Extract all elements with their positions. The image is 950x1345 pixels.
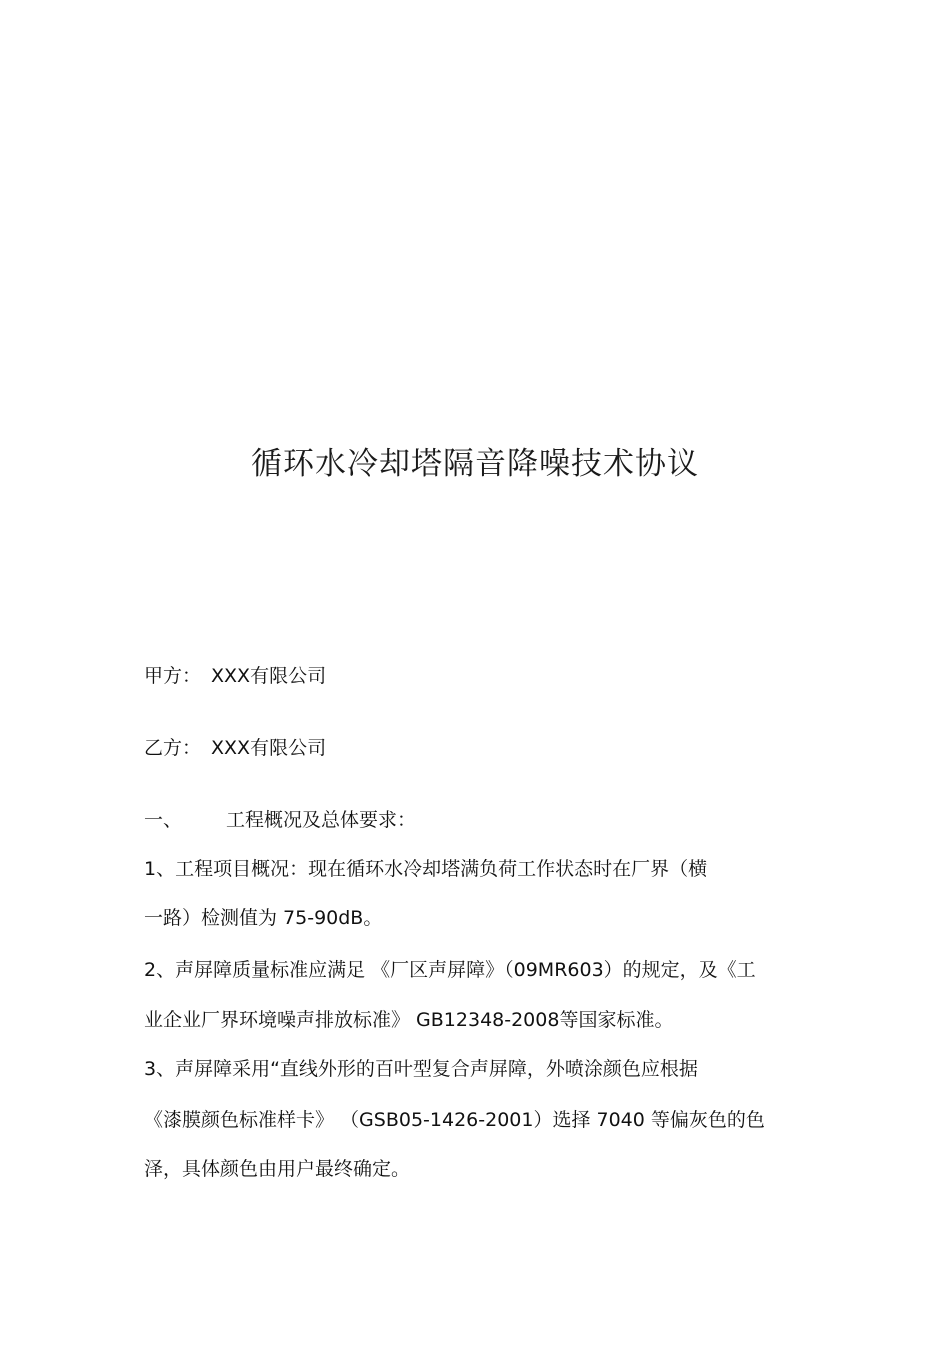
party-b-line [144,734,326,762]
party-b-label: 乙方： [144,737,202,759]
party-a-label: 甲方： [144,665,202,687]
body-line-4: 业企业厂界环境噪声排放标准》 GB12348-2008等国家标准。 [144,1009,674,1031]
section-title: 工程概况及总体要求： [226,809,417,831]
document-title: 循环水冷却塔隔音降噪技术协议 [251,446,699,482]
body-line-7: 泽，具体颜色由用户最终确定。 [144,1158,411,1180]
party-a-value: XXX有限公司 [211,665,327,687]
body-line-6: 《漆膜颜色标准样卡》 （GSB05-1426-2001）选择 7040 等偏灰色的色 [144,1109,765,1131]
body-line-5: 3、声屏障采用“直线外形的百叶型复合声屏障，外喷涂颜色应根据 [144,1058,698,1080]
body-line-3: 2、声屏障质量标准应满足 《厂区声屏障》（09MR603）的规定，及《工 [144,959,756,981]
party-b-value: XXX有限公司 [211,737,327,759]
body-line-1: 1、工程项目概况：现在循环水冷却塔满负荷工作状态时在厂界（横 [144,858,708,880]
section-number: 一、 [144,809,183,831]
party-a-line [144,662,326,690]
section-heading [144,806,416,834]
body-line-2: 一路）检测值为 75-90dB。 [144,907,383,929]
